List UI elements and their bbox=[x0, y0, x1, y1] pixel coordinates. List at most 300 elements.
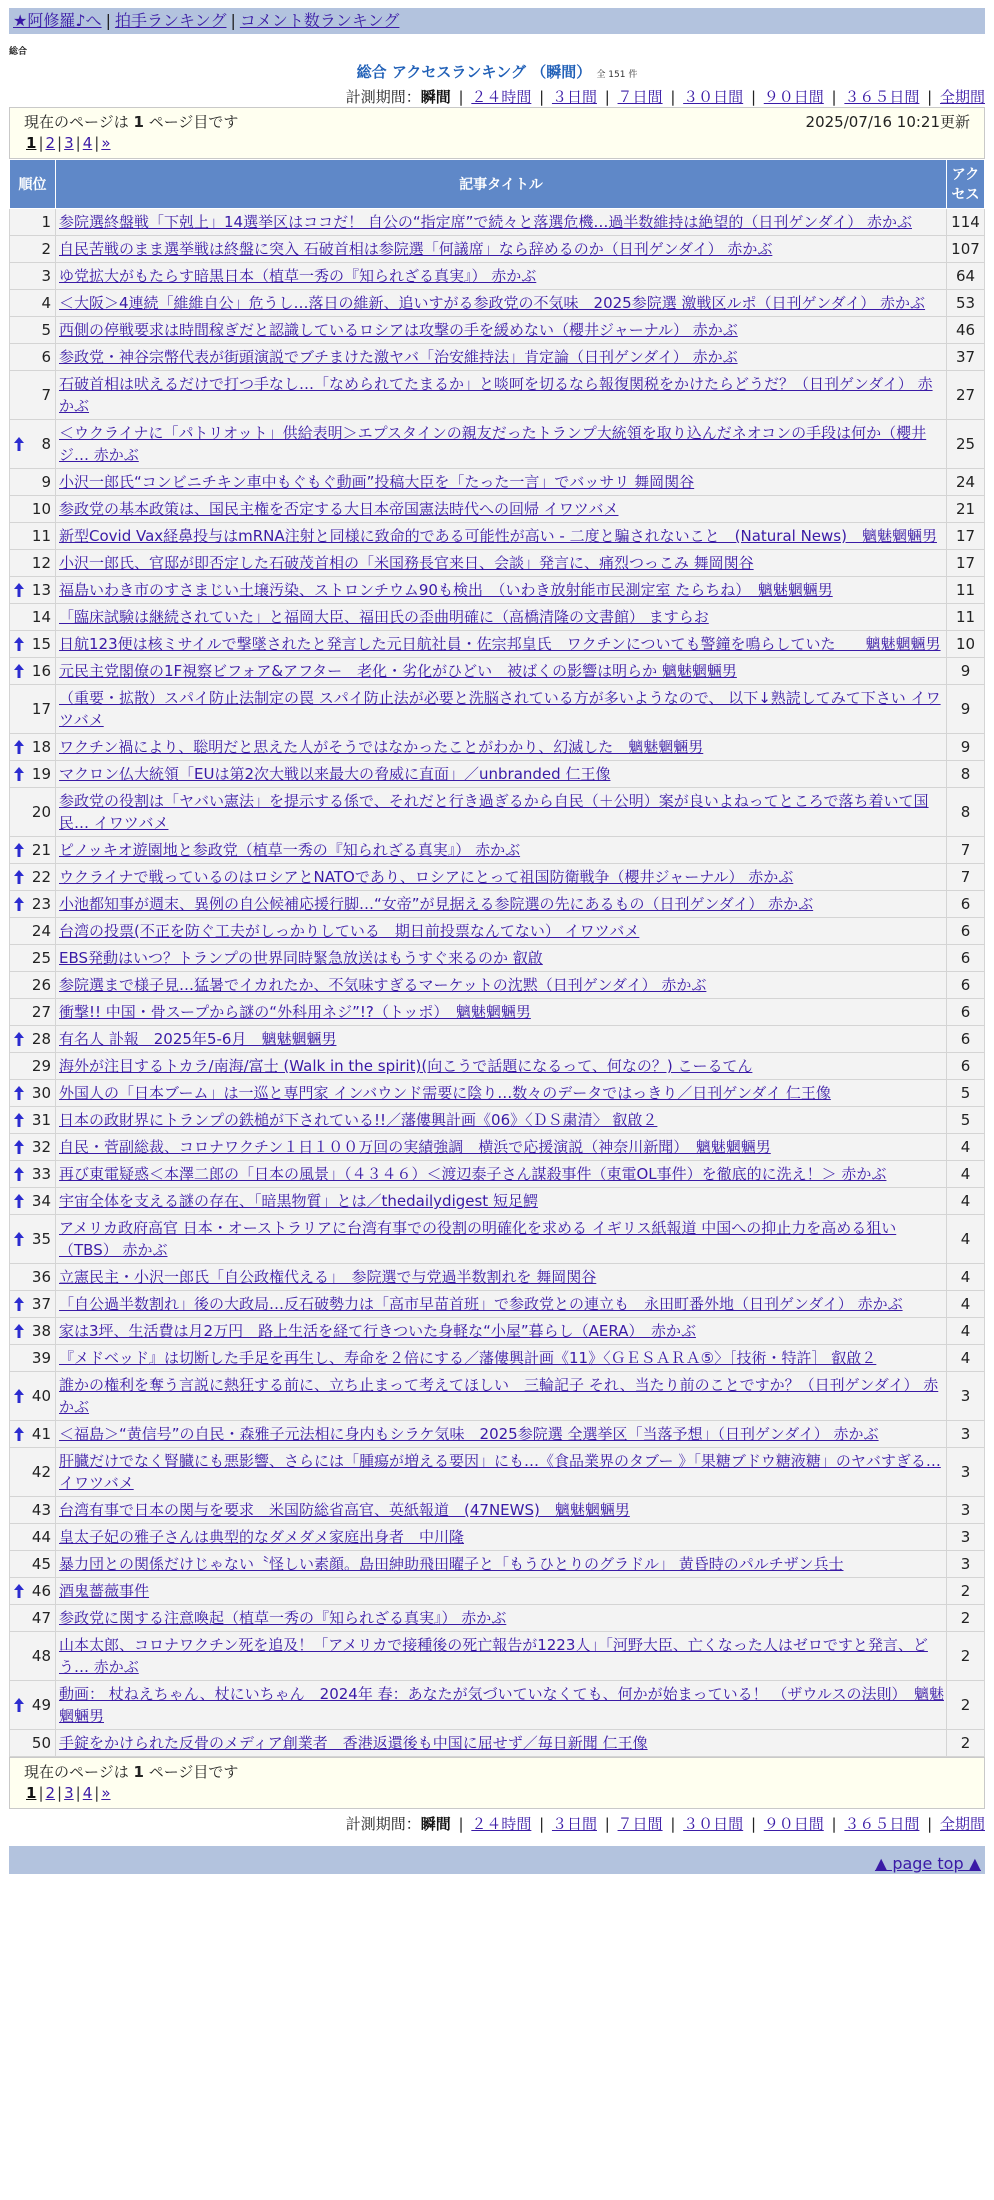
rank-cell bbox=[10, 1345, 56, 1372]
article-title-link[interactable]: 参政党の役割は「ヤバい憲法」を提示する係で、それだと行き過ぎるから自民（＋公明）案が良いよねってところで落ち着いて国民… イワツバメ bbox=[59, 792, 929, 832]
title-cell bbox=[56, 631, 947, 658]
home-link[interactable]: ★阿修羅♪へ bbox=[13, 11, 102, 30]
article-title-link[interactable]: 衝撃!! 中国・骨スープから謎の“外科用ネジ”!?（トッポ） 魑魅魍魎男 bbox=[59, 1003, 531, 1021]
pagination-page-link[interactable]: 2 bbox=[45, 134, 56, 152]
article-title-link[interactable]: 皇太子妃の雅子さんは典型的なダメダメ家庭出身者 中川隆 bbox=[59, 1528, 465, 1546]
rank-cell bbox=[10, 209, 56, 236]
page-status-text bbox=[24, 112, 238, 133]
access-count: 8 bbox=[947, 788, 985, 837]
table-row bbox=[10, 1605, 985, 1632]
article-title-link[interactable]: 参政党の基本政策は、国民主権を否定する大日本帝国憲法時代への回帰 イワツバメ bbox=[59, 500, 619, 518]
table-row bbox=[10, 523, 985, 550]
access-count: 6 bbox=[947, 945, 985, 972]
article-title-link[interactable]: 自民苦戦のまま選挙戦は終盤に突入 石破首相は参院選「何議席」なら辞めるのか（日刊ゲンダイ） 赤かぶ bbox=[59, 240, 773, 258]
rank-up-arrow-icon bbox=[14, 436, 24, 452]
table-row bbox=[10, 344, 985, 371]
table-row bbox=[10, 761, 985, 788]
title-cell bbox=[56, 577, 947, 604]
article-title-link[interactable]: 再び東電疑惑＜本澤二郎の「日本の風景」（４３４６）＜渡辺泰子さん謀殺事件（東電OL事件）を徹底的に洗え！＞ 赤かぶ bbox=[59, 1165, 887, 1183]
period-current: 瞬間 bbox=[420, 88, 451, 106]
access-count: 37 bbox=[947, 344, 985, 371]
access-column-header: アクセス bbox=[947, 160, 985, 209]
table-row bbox=[10, 891, 985, 918]
rank-cell bbox=[10, 550, 56, 577]
article-title-link[interactable]: 山本太郎、コロナワクチン死を追及！「アメリカで接種後の死亡報告が1223人」「河野大臣、亡くなった人はゼロですと発言、どう… 赤かぶ bbox=[59, 1636, 928, 1676]
table-row bbox=[10, 496, 985, 523]
article-title-link[interactable]: 「自公過半数割れ」後の大政局…反石破勢力は「高市早苗首班」で参政党との連立も 永田町番外地（日刊ゲンダイ） 赤かぶ bbox=[59, 1295, 903, 1313]
page-info-box-bottom bbox=[9, 1757, 985, 1809]
title-cell bbox=[56, 317, 947, 344]
rank-up-arrow-icon bbox=[14, 1193, 24, 1209]
article-title-link[interactable]: 小池都知事が週末、異例の自公候補応援行脚…“女帝”が見据える参院選の先にあるもの（日刊ゲンダイ） 赤かぶ bbox=[59, 895, 814, 913]
title-cell bbox=[56, 1421, 947, 1448]
article-title-link[interactable]: 暴力団との関係だけじゃない〝怪しい素顔。島田紳助飛田曜子と「もうひとりのグラドル」 黄昏時のパルチザン兵士 bbox=[59, 1555, 844, 1573]
access-count: 8 bbox=[947, 761, 985, 788]
rank-cell bbox=[10, 317, 56, 344]
separator: | bbox=[599, 1815, 615, 1833]
pagination-current[interactable]: 1 bbox=[26, 1784, 37, 1802]
title-cell bbox=[56, 1053, 947, 1080]
separator: | bbox=[922, 1815, 937, 1833]
rank-number: 17 bbox=[31, 700, 51, 718]
period-option-1[interactable]: ２４時間 bbox=[471, 88, 532, 106]
title-cell bbox=[56, 1497, 947, 1524]
title-cell bbox=[56, 1632, 947, 1681]
access-count: 2 bbox=[947, 1578, 985, 1605]
separator: | bbox=[534, 88, 549, 106]
access-count: 3 bbox=[947, 1421, 985, 1448]
page-status-prefix: 現在のページは bbox=[24, 113, 129, 131]
table-row bbox=[10, 1107, 985, 1134]
pagination bbox=[24, 133, 970, 154]
title-cell bbox=[56, 1264, 947, 1291]
rank-cell bbox=[10, 734, 56, 761]
rank-cell bbox=[10, 1026, 56, 1053]
access-count: 3 bbox=[947, 1524, 985, 1551]
article-title-link[interactable]: 自民・菅副総裁、コロナワクチン１日１００万回の実績強調 横浜で応援演説（神奈川新聞） 魑魅魍魎男 bbox=[59, 1138, 771, 1156]
rank-up-arrow-icon bbox=[14, 1583, 24, 1599]
rank-cell bbox=[10, 290, 56, 317]
rank-cell bbox=[10, 1215, 56, 1264]
period-option-2-bottom[interactable]: ３日間 bbox=[551, 1815, 597, 1833]
title-cell bbox=[56, 1578, 947, 1605]
access-count: 6 bbox=[947, 999, 985, 1026]
rank-number: 32 bbox=[31, 1138, 51, 1156]
rank-column-header: 順位 bbox=[10, 160, 56, 209]
rank-cell bbox=[10, 1107, 56, 1134]
period-option-3-bottom[interactable]: ７日間 bbox=[617, 1815, 663, 1833]
article-title-link[interactable]: 福島いわき市のすさまじい土壌汚染、ストロンチウム90も検出 （いわき放射能市民測定室 たらちね） 魑魅魍魎男 bbox=[59, 581, 833, 599]
table-row bbox=[10, 1291, 985, 1318]
table-row bbox=[10, 1345, 985, 1372]
article-title-link[interactable]: 参政党・神谷宗幣代表が街頭演説でブチまけた激ヤバ「治安維持法」肯定論（日刊ゲンダイ） 赤かぶ bbox=[59, 348, 738, 366]
access-count: 4 bbox=[947, 1161, 985, 1188]
rank-number: 3 bbox=[41, 267, 51, 285]
separator: | bbox=[826, 88, 842, 106]
pagination-page-link[interactable]: 2 bbox=[45, 1784, 56, 1802]
access-count: 64 bbox=[947, 263, 985, 290]
period-option-4[interactable]: ３０日間 bbox=[683, 88, 744, 106]
rank-number: 26 bbox=[31, 976, 51, 994]
rank-up-arrow-icon bbox=[14, 1139, 24, 1155]
rank-number: 44 bbox=[31, 1528, 51, 1546]
title-cell bbox=[56, 1080, 947, 1107]
title-cell bbox=[56, 864, 947, 891]
rank-up-arrow-icon bbox=[14, 869, 24, 885]
table-row bbox=[10, 1264, 985, 1291]
rank-cell bbox=[10, 469, 56, 496]
separator: | bbox=[230, 11, 236, 30]
top-navigation-bar bbox=[9, 8, 985, 34]
title-cell bbox=[56, 1291, 947, 1318]
table-row bbox=[10, 1372, 985, 1421]
article-title-link[interactable]: （重要・拡散）スパイ防止法制定の罠 スパイ防止法が必要と洗脳されている方が多いようなので、 以下↓熟読してみて下さい イワツバメ bbox=[59, 689, 941, 729]
rank-number: 43 bbox=[31, 1501, 51, 1519]
page-info-box bbox=[9, 107, 985, 159]
access-count: 4 bbox=[947, 1215, 985, 1264]
rank-cell bbox=[10, 1730, 56, 1757]
page-status-suffix: ページ目です bbox=[148, 1763, 239, 1781]
title-cell bbox=[56, 918, 947, 945]
rank-cell bbox=[10, 972, 56, 999]
table-row bbox=[10, 604, 985, 631]
pagination-next-link[interactable]: » bbox=[101, 134, 111, 152]
rank-cell bbox=[10, 788, 56, 837]
title-cell bbox=[56, 1318, 947, 1345]
rank-number: 18 bbox=[31, 738, 51, 756]
table-row bbox=[10, 1681, 985, 1730]
article-title-link[interactable]: 家は3坪、生活費は月2万円 路上生活を経て行きついた身軽な“小屋”暮らし（AERA） 赤かぶ bbox=[59, 1322, 696, 1340]
rank-cell bbox=[10, 577, 56, 604]
article-title-link[interactable]: 酒鬼薔薇事件 bbox=[59, 1582, 150, 1600]
separator: | bbox=[746, 88, 761, 106]
period-option-7-bottom[interactable]: 全期間 bbox=[939, 1815, 985, 1833]
access-count: 24 bbox=[947, 469, 985, 496]
period-option-2[interactable]: ３日間 bbox=[551, 88, 597, 106]
rank-up-arrow-icon bbox=[14, 842, 24, 858]
access-count: 5 bbox=[947, 1107, 985, 1134]
rank-up-arrow-icon bbox=[14, 1031, 24, 1047]
period-option-1-bottom[interactable]: ２４時間 bbox=[471, 1815, 532, 1833]
period-option-4-bottom[interactable]: ３０日間 bbox=[683, 1815, 744, 1833]
rank-number: 13 bbox=[31, 581, 51, 599]
period-option-6-bottom[interactable]: ３６５日間 bbox=[844, 1815, 920, 1833]
updated-timestamp: 2025/07/16 10:21更新 bbox=[805, 113, 970, 131]
article-title-link[interactable]: 誰かの権利を奪う言説に熱狂する前に、立ち止まって考えてほしい 三輪記子 それ、当たり前のことですか？（日刊ゲンダイ） 赤かぶ bbox=[59, 1376, 939, 1416]
separator: | bbox=[38, 134, 44, 152]
pagination-page-link[interactable]: 3 bbox=[64, 1784, 74, 1802]
rank-number: 38 bbox=[31, 1322, 51, 1340]
rank-cell bbox=[10, 864, 56, 891]
rank-up-arrow-icon bbox=[14, 636, 24, 652]
article-title-link[interactable]: 日航123便は核ミサイルで撃墜されたと発言した元日航社員・佐宗邦皇氏 ワクチンについても警鐘を鳴らしていた 魑魅魍魎男 bbox=[59, 635, 941, 653]
rank-up-arrow-icon bbox=[14, 1231, 24, 1247]
access-count: 4 bbox=[947, 1318, 985, 1345]
page-status-text bbox=[24, 1762, 238, 1783]
page-status-number: 1 bbox=[133, 1763, 144, 1781]
rank-cell bbox=[10, 1421, 56, 1448]
article-title-link[interactable]: 手錠をかけられた反骨のメディア創業者 香港返還後も中国に屈せず／毎日新聞 仁王像 bbox=[59, 1734, 648, 1752]
rank-number: 41 bbox=[31, 1425, 51, 1443]
period-option-6[interactable]: ３６５日間 bbox=[844, 88, 920, 106]
article-title-link[interactable]: 台湾有事で日本の関与を要求 米国防総省高官、英紙報道 (47NEWS) 魑魅魍魎男 bbox=[59, 1501, 630, 1519]
rank-number: 27 bbox=[31, 1003, 51, 1021]
separator: | bbox=[665, 88, 681, 106]
pagination-page-link[interactable]: 3 bbox=[64, 134, 74, 152]
access-count: 6 bbox=[947, 1053, 985, 1080]
separator: | bbox=[453, 88, 469, 106]
rank-number: 24 bbox=[31, 922, 51, 940]
pagination-page-link[interactable]: 4 bbox=[82, 134, 93, 152]
title-cell bbox=[56, 604, 947, 631]
rank-number: 48 bbox=[31, 1647, 51, 1665]
table-row bbox=[10, 317, 985, 344]
access-count: 11 bbox=[947, 604, 985, 631]
article-title-link[interactable]: ＜福島＞“黄信号”の自民・森雅子元法相に身内もシラケ気味 2025参院選 全選挙区「当落予想」（日刊ゲンダイ） 赤かぶ bbox=[59, 1425, 879, 1443]
rank-number: 12 bbox=[31, 554, 51, 572]
title-cell bbox=[56, 658, 947, 685]
access-count: 5 bbox=[947, 1080, 985, 1107]
access-count: 9 bbox=[947, 734, 985, 761]
access-count: 53 bbox=[947, 290, 985, 317]
article-title-link[interactable]: 宇宙全体を支える謎の存在、「暗黒物質」とは／thedailydigest 短足鰐 bbox=[59, 1192, 538, 1210]
article-title-link[interactable]: 立憲民主・小沢一郎氏「自公政権代える」 参院選で与党過半数割れを 舞岡関谷 bbox=[59, 1268, 597, 1286]
table-row bbox=[10, 658, 985, 685]
comment-ranking-link[interactable]: コメント数ランキング bbox=[239, 11, 400, 30]
period-option-5-bottom[interactable]: ９０日間 bbox=[763, 1815, 824, 1833]
rank-cell bbox=[10, 1524, 56, 1551]
article-title-link[interactable]: 「臨床試験は継続されていた」と福岡大臣、福田氏の歪曲明確に（高橋清隆の文書館） ますらお bbox=[59, 608, 709, 626]
rank-cell bbox=[10, 945, 56, 972]
page-status-prefix: 現在のページは bbox=[24, 1763, 129, 1781]
separator: | bbox=[75, 1784, 81, 1802]
table-row bbox=[10, 1578, 985, 1605]
period-label: 計測期間： bbox=[345, 88, 421, 106]
rank-cell bbox=[10, 1497, 56, 1524]
article-title-link[interactable]: 参院選終盤戦「下剋上」14選挙区はココだ！ 自公の“指定席”で続々と落選危機…過半数維持は絶望的（日刊ゲンダイ） 赤かぶ bbox=[59, 213, 912, 231]
rank-up-arrow-icon bbox=[14, 1323, 24, 1339]
access-count: 3 bbox=[947, 1372, 985, 1421]
article-title-link[interactable]: 元民主党閣僚の1F視察ビフォア&アフター 老化・劣化がひどい 被ばくの影響は明らか 魑魅魍魎男 bbox=[59, 662, 737, 680]
access-count: 6 bbox=[947, 918, 985, 945]
rank-cell bbox=[10, 1134, 56, 1161]
period-selector bbox=[9, 88, 985, 107]
article-title-link[interactable]: 日本の政財界にトランプの鉄槌が下されている!!／藩僂興計画《06》〈ＤＳ粛清〉 叡啟２ bbox=[59, 1111, 658, 1129]
rank-cell bbox=[10, 604, 56, 631]
rank-cell bbox=[10, 1161, 56, 1188]
article-title-link[interactable]: ウクライナで戦っているのはロシアとNATOであり、ロシアにとって祖国防衛戦争（櫻井ジャーナル） 赤かぶ bbox=[59, 868, 794, 886]
access-count: 10 bbox=[947, 631, 985, 658]
table-row bbox=[10, 236, 985, 263]
table-row bbox=[10, 1215, 985, 1264]
separator: | bbox=[75, 134, 81, 152]
title-cell bbox=[56, 1605, 947, 1632]
access-count: 11 bbox=[947, 577, 985, 604]
access-count: 114 bbox=[947, 209, 985, 236]
pagination bbox=[24, 1783, 970, 1804]
title-cell bbox=[56, 945, 947, 972]
rank-number: 40 bbox=[31, 1387, 51, 1405]
article-title-link[interactable]: ピノッキオ遊園地と参政党（植草一秀の『知られざる真実』） 赤かぶ bbox=[59, 841, 521, 859]
title-column-header: 記事タイトル bbox=[56, 160, 947, 209]
title-cell bbox=[56, 1161, 947, 1188]
period-option-5[interactable]: ９０日間 bbox=[763, 88, 824, 106]
table-row bbox=[10, 1026, 985, 1053]
article-title-link[interactable]: 外国人の「日本ブーム」は一巡と専門家 インバウンド需要に陰り…数々のデータではっきり／日刊ゲンダイ 仁王像 bbox=[59, 1084, 831, 1102]
title-cell bbox=[56, 550, 947, 577]
title-cell bbox=[56, 1551, 947, 1578]
separator: | bbox=[57, 134, 63, 152]
table-row bbox=[10, 1188, 985, 1215]
article-title-link[interactable]: 参政党に関する注意喚起（植草一秀の『知られざる真実』） 赤かぶ bbox=[59, 1609, 507, 1627]
period-current: 瞬間 bbox=[420, 1815, 451, 1833]
access-count: 6 bbox=[947, 1026, 985, 1053]
access-count: 6 bbox=[947, 972, 985, 999]
article-title-link[interactable]: ＜ウクライナに「パトリオット」供給表明＞エプスタインの親友だったトランプ大統領を取り込んだネオコンの手段は何か（櫻井ジ… 赤かぶ bbox=[59, 424, 927, 464]
article-title-link[interactable]: ワクチン禍により、聡明だと思えた人がそうではなかったことがわかり、幻滅した 魑魅魍魎男 bbox=[59, 738, 704, 756]
article-title-link[interactable]: 『メドベッド』は切断した手足を再生し、寿命を２倍にする／藩僂興計画《11》〈ＧＥＳＡＲＡ⑤〉［技術・特許］ 叡啟２ bbox=[59, 1349, 877, 1367]
table-row bbox=[10, 263, 985, 290]
article-title-link[interactable]: マクロン仏大統領「EUは第2次大戦以来最大の脅威に直面」／unbranded 仁王像 bbox=[59, 765, 611, 783]
period-selector-bottom bbox=[9, 1815, 985, 1834]
rank-number: 7 bbox=[41, 386, 51, 404]
title-cell bbox=[56, 1730, 947, 1757]
title-cell bbox=[56, 263, 947, 290]
rank-up-arrow-icon bbox=[14, 1388, 24, 1404]
page-status-row bbox=[24, 1762, 970, 1783]
title-cell bbox=[56, 685, 947, 734]
rank-number: 31 bbox=[31, 1111, 51, 1129]
rank-number: 28 bbox=[31, 1030, 51, 1048]
article-title-link[interactable]: 台湾の投票(不正を防ぐ工夫がしっかりしている 期日前投票なんてない） イワツバメ bbox=[59, 922, 640, 940]
title-cell bbox=[56, 209, 947, 236]
rank-number: 35 bbox=[31, 1230, 51, 1248]
rank-cell bbox=[10, 523, 56, 550]
page-title bbox=[9, 61, 985, 82]
rank-up-arrow-icon bbox=[14, 1697, 24, 1713]
article-title-link[interactable]: 参院選まで様子見…猛暑でイカれたか、不気味すぎるマーケットの沈黙（日刊ゲンダイ） 赤かぶ bbox=[59, 976, 707, 994]
access-count: 17 bbox=[947, 550, 985, 577]
title-cell bbox=[56, 420, 947, 469]
article-title-link[interactable]: 有名人 訃報 2025年5-6月 魑魅魍魎男 bbox=[59, 1030, 337, 1048]
access-count: 9 bbox=[947, 658, 985, 685]
rank-up-arrow-icon bbox=[14, 582, 24, 598]
rank-number: 2 bbox=[41, 240, 51, 258]
separator: | bbox=[599, 88, 615, 106]
title-cell bbox=[56, 837, 947, 864]
rank-number: 20 bbox=[31, 803, 51, 821]
rank-up-arrow-icon bbox=[14, 739, 24, 755]
article-title-link[interactable]: 新型Covid Vax経鼻投与はmRNA注射と同様に致命的である可能性が高い - 二度と騙されないこと (Natural News) 魑魅魍魎男 bbox=[59, 527, 937, 545]
page-top-link[interactable]: ▲ page top ▲ bbox=[874, 1854, 981, 1873]
article-title-link[interactable]: 肝臓だけでなく腎臓にも悪影響、さらには「腫瘍が増える要因」にも…《食品業界のタブー 》「果糖ブドウ糖液糖」のヤバすぎる… イワツバメ bbox=[59, 1452, 941, 1492]
title-cell bbox=[56, 734, 947, 761]
pagination-current[interactable]: 1 bbox=[26, 134, 37, 152]
access-count: 17 bbox=[947, 523, 985, 550]
article-title-link[interactable]: 西側の停戦要求は時間稼ぎだと認識しているロシアは攻撃の手を緩めない（櫻井ジャーナル） 赤かぶ bbox=[59, 321, 738, 339]
article-title-link[interactable]: 海外が注目するトカラ/南海/富士 (Walk in the spirit)(向こうで話題になるって、何なの？) こーるてん bbox=[59, 1057, 753, 1075]
table-header-row bbox=[10, 160, 985, 209]
access-count: 2 bbox=[947, 1632, 985, 1681]
title-cell bbox=[56, 1188, 947, 1215]
article-title-link[interactable]: 小沢一郎氏、官邸が即否定した石破茂首相の「米国務長官来日、会談」発言に、痛烈つっこみ 舞岡関谷 bbox=[59, 554, 754, 572]
table-row bbox=[10, 788, 985, 837]
article-title-link[interactable]: アメリカ政府高官 日本・オーストラリアに台湾有事での役割の明確化を求める イギリス紙報道 中国への抑止力を高める狙い（TBS） 赤かぶ bbox=[59, 1219, 897, 1259]
title-cell bbox=[56, 972, 947, 999]
rank-up-arrow-icon bbox=[14, 1166, 24, 1182]
article-title-link[interactable]: 石破首相は吠えるだけで打つ手なし…「なめられてたまるか」と啖呵を切るなら報復関税をかけたらどうだ？（日刊ゲンダイ） 赤かぶ bbox=[59, 375, 933, 415]
rank-cell bbox=[10, 371, 56, 420]
rank-cell bbox=[10, 496, 56, 523]
rank-cell bbox=[10, 631, 56, 658]
article-title-link[interactable]: ＜大阪＞4連続「維維自公」危うし…落日の維新、追いすがる参政党の不気味 2025参院選 激戦区ルポ（日刊ゲンダイ） 赤かぶ bbox=[59, 294, 926, 312]
table-row bbox=[10, 1053, 985, 1080]
rank-up-arrow-icon bbox=[14, 766, 24, 782]
rank-number: 19 bbox=[31, 765, 51, 783]
rank-number: 8 bbox=[41, 435, 51, 453]
table-row bbox=[10, 1161, 985, 1188]
pagination-next-link[interactable]: » bbox=[101, 1784, 111, 1802]
period-option-7[interactable]: 全期間 bbox=[939, 88, 985, 106]
pagination-page-link[interactable]: 4 bbox=[82, 1784, 93, 1802]
rank-number: 34 bbox=[31, 1192, 51, 1210]
table-row bbox=[10, 945, 985, 972]
applause-ranking-link[interactable]: 拍手ランキング bbox=[114, 11, 227, 30]
separator: | bbox=[746, 1815, 761, 1833]
bottom-spacer bbox=[9, 1874, 985, 1882]
access-count: 21 bbox=[947, 496, 985, 523]
title-cell bbox=[56, 1215, 947, 1264]
title-cell bbox=[56, 1345, 947, 1372]
period-option-3[interactable]: ７日間 bbox=[617, 88, 663, 106]
title-cell bbox=[56, 788, 947, 837]
rank-cell bbox=[10, 1053, 56, 1080]
table-row bbox=[10, 685, 985, 734]
rank-cell bbox=[10, 263, 56, 290]
access-count: 4 bbox=[947, 1264, 985, 1291]
title-cell bbox=[56, 1107, 947, 1134]
rank-number: 46 bbox=[31, 1582, 51, 1600]
article-title-link[interactable]: ゆ党拡大がもたらす暗黒日本（植草一秀の『知られざる真実』） 赤かぶ bbox=[59, 267, 537, 285]
access-count: 4 bbox=[947, 1134, 985, 1161]
access-count: 27 bbox=[947, 371, 985, 420]
rank-number: 14 bbox=[31, 608, 51, 626]
rank-number: 10 bbox=[31, 500, 51, 518]
article-title-link[interactable]: 動画： 杖ねえちゃん、杖にいちゃん 2024年 春：あなたが気づいていなくても、何かが始まっている！ （ザウルスの法則） 魑魅魍魎男 bbox=[59, 1685, 944, 1725]
rank-up-arrow-icon bbox=[14, 896, 24, 912]
article-title-link[interactable]: EBS発動はいつ？トランプの世界同時緊急放送はもうすぐ来るのか 叡啟 bbox=[59, 949, 543, 967]
title-cell bbox=[56, 469, 947, 496]
rank-cell bbox=[10, 1372, 56, 1421]
ranking-table bbox=[9, 159, 985, 1757]
table-row bbox=[10, 972, 985, 999]
rank-cell bbox=[10, 1551, 56, 1578]
rank-cell bbox=[10, 1448, 56, 1497]
rank-number: 25 bbox=[31, 949, 51, 967]
rank-up-arrow-icon bbox=[14, 1426, 24, 1442]
separator: | bbox=[665, 1815, 681, 1833]
table-row bbox=[10, 420, 985, 469]
rank-cell bbox=[10, 1681, 56, 1730]
table-row bbox=[10, 371, 985, 420]
page-status-suffix: ページ目です bbox=[148, 113, 239, 131]
title-cell bbox=[56, 891, 947, 918]
article-title-link[interactable]: 小沢一郎氏“コンビニチキン車中もぐもぐ動画”投稿大臣を「たった一言」でバッサリ 舞岡関谷 bbox=[59, 473, 695, 491]
rank-number: 50 bbox=[31, 1734, 51, 1752]
table-row bbox=[10, 1632, 985, 1681]
access-count: 2 bbox=[947, 1681, 985, 1730]
title-cell bbox=[56, 999, 947, 1026]
